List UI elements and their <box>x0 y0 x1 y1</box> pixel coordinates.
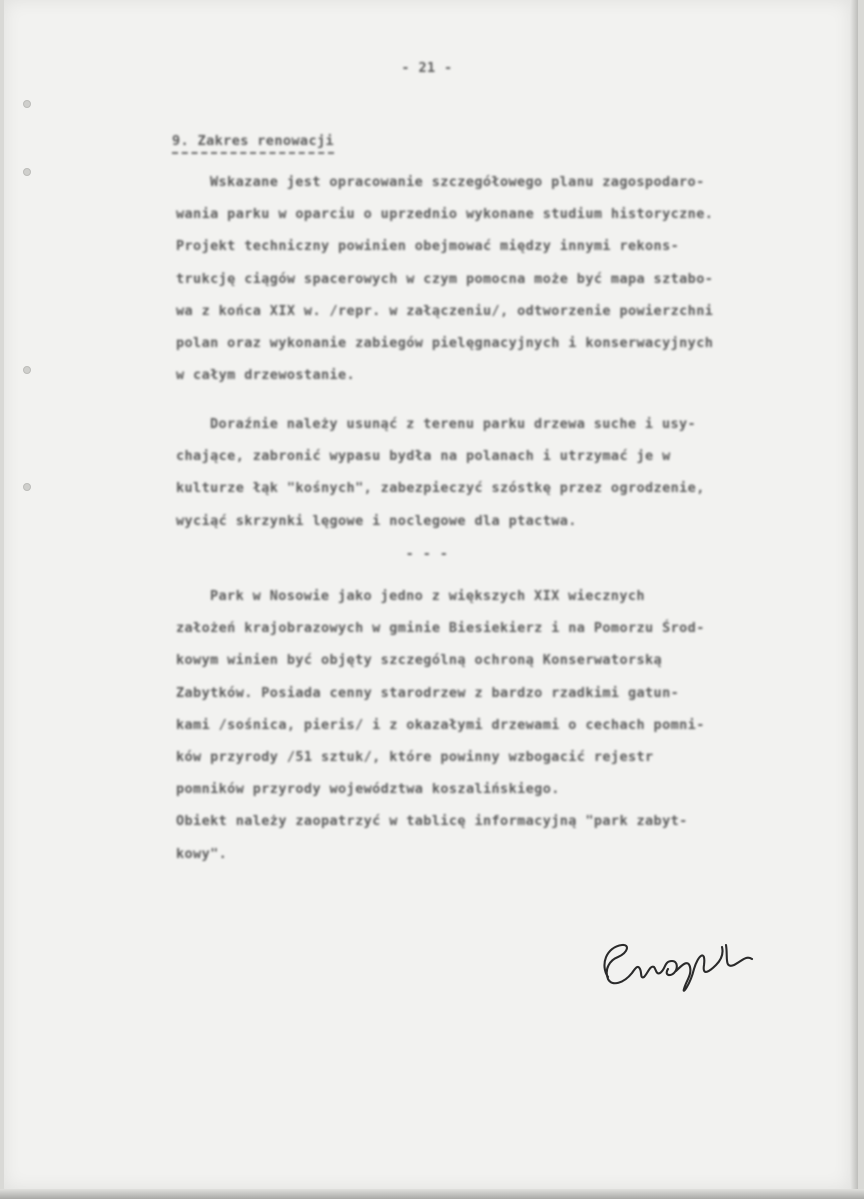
page-edge-right <box>850 0 858 1199</box>
text-line: Obiekt należy zaopatrzyć w tablicę informacyjną "park zabyt- <box>176 813 688 830</box>
text-line: polan oraz wykonanie zabiegów pielęgnacyjnych i konserwacyjnych <box>176 335 714 352</box>
paragraph-park-protection <box>176 580 840 870</box>
handwritten-signature <box>594 925 774 995</box>
text-line: założeń krajobrazowych w gminie Biesiekierz i na Pomorzu Środ- <box>176 620 705 637</box>
page-edge-bottom <box>0 1189 864 1199</box>
section-heading: 9. Zakres renowacji <box>172 133 334 154</box>
paragraph-renovation-plan <box>176 166 840 391</box>
text-line: ków przyrody /51 sztuk/, które powinny wzbogacić rejestr <box>176 749 654 766</box>
paragraph-urgent-actions <box>176 408 840 537</box>
text-line: Park w Nosowie jako jedno z większych XIX wiecznych <box>210 588 645 604</box>
text-line: w całym drzewostanie. <box>176 367 356 384</box>
text-line: kami /sośnica, pieris/ i z okazałymi drzewami o cechach pomni- <box>176 716 705 733</box>
text-line: trukcję ciągów spacerowych w czym pomocna może być mapa sztabo- <box>176 270 714 287</box>
punch-hole-mark <box>23 366 31 374</box>
text-line: chające, zabronić wypasu bydła na polanach i utrzymać je w <box>176 448 671 465</box>
text-line: wa z końca XIX w. /repr. w załączeniu/, odtworzenie powierzchni <box>176 302 714 319</box>
text-line: pomników przyrody województwa koszalińskiego. <box>176 781 560 798</box>
text-line: kulturze łąk "kośnych", zabezpieczyć szóstkę przez ogrodzenie, <box>176 480 705 497</box>
separator: - - - <box>405 546 449 562</box>
text-line: kowym winien być objęty szczególną ochroną Konserwatorską <box>176 652 663 669</box>
text-line: kowy". <box>176 845 228 862</box>
text-line: wyciąć skrzynki lęgowe i noclegowe dla ptactwa. <box>176 512 577 529</box>
text-line: Wskazane jest opracowanie szczegółowego planu zagospodaro- <box>210 174 705 190</box>
punch-hole-mark <box>23 100 31 108</box>
text-line: Zabytków. Posiada cenny starodrzew z bardzo rzadkimi gatun- <box>176 684 680 701</box>
text-line: wania parku w oparciu o uprzednio wykonane studium historyczne. <box>176 206 714 223</box>
punch-hole-mark <box>23 483 31 491</box>
punch-hole-mark <box>23 168 31 176</box>
document-page <box>4 0 850 1189</box>
text-line: Projekt techniczny powinien obejmować między innymi rekons- <box>176 238 680 255</box>
page-number: - 21 - <box>401 60 453 76</box>
text-line: Doraźnie należy usunąć z terenu parku drzewa suche i usy- <box>210 416 697 432</box>
